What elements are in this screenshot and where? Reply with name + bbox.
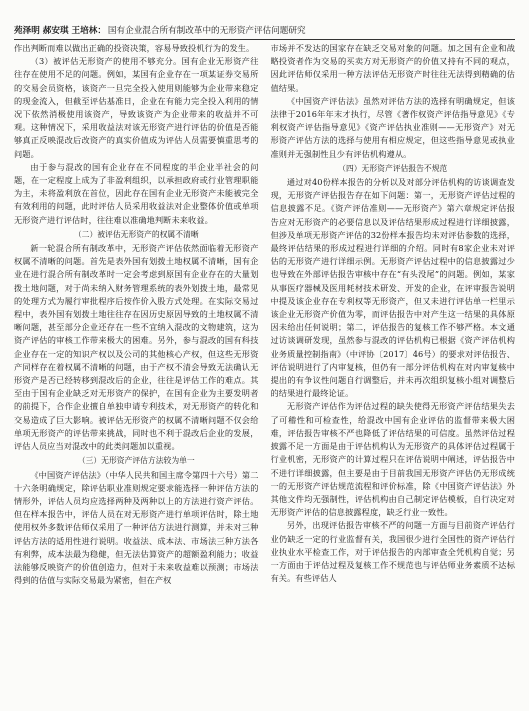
header-authors: 苑泽明 郝安琪 王培林： [14,25,106,36]
paragraph: 由于参与混改的国有企业存在不同程度的半企业半社会的问题，在一定程度上成为了非盈利组织，以承担政府或行业管理职能为主，未将盈利放在首位，因此存在国有企业无形资产未能被完全有效利用的问题，此时评估人员采用收益法对企业整体价值或单项无形资产进行评估时，往往难以准确地判断未来收益。 [14,161,259,225]
section-heading: （四）无形资产评估报告不规范 [338,163,448,173]
article-body [14,42,515,705]
paragraph: 新一轮混合所有制改革中，无形资产评估依然面临着无形资产权属不清晰的问题。首先是表外国有划拨土地权属不清晰，国有企业在进行混合所有制改革时一定会考虑到原国有企业存在的大量划拨土地问题，对于尚未纳入财务管理系统的表外划拨土地，最常见的处理方式为履行审批程序后按作价入股方式处理。在实际交易过程中，表外国有划拨土地往往存在因历史原因导致的土地权属不清晰问题，甚至部分企业还存在一些不宜纳入混改的文物建筑，这为资产评估的审核工作带来极大的困难。另外，参与混改的国有科技企业存在一定的知识产权以及公司的其他核心产权，但这些无形资产同样存在着权属不清晰的问题，由于产权不清会导致无法确认无形资产是否已经转移到混改后的企业，往往是评估工作的难点。其至由于国有企业缺乏对无形资产的保护，在国有企业为主要发明者的前提下，合作企业擅自单独申请专利技术，对无形资产的转化和交易造成了巨大影响。被评估无形资产的权属不清晰问题不仅会给单项无形资产的评估带来挑战，同时也不利于混改后企业的发展，评估人员应当对混改中的此类问题加以重视。 [14,243,259,452]
right-column [271,42,516,705]
section-heading: （三）无形资产评估方法较为单一 [77,456,195,466]
paragraph: 另外，出现评估报告审核不严的问题一方面与目前资产评估行业仍缺乏一定的行业监督有关，我国很少进行全国性的资产评估行业执业水平检查工作，对于评估报告的内部审查全凭机构自觉；另一方面由于评估过程及复核工作不规范也与评估师业务素质不达标有关。有些评估人 [270,520,515,584]
section-heading: （二）被评估无形资产的权属不清晰 [73,229,199,239]
paragraph: 《中国资产评估法》虽然对评估方法的选择有明确规定，但该法律于2016年年末才执行，尽管《著作权资产评估指导意见》《专利权资产评估指导意见》《资产评估执业准则——无形资产》对无形资产评估方法的选择与使用有相应规定，但这些指导意见或执业准则并无强制性且少有评估机构遵从。 [270,95,515,159]
paragraph: 市场并不发达的国家存在缺乏交易对象的问题。加之国有企业和战略投资者作为交易的买卖方对无形资产的价值又持有不同的观点，因此评估师仅采用一种方法评估无形资产时往往无法得到精确的估值结果。 [270,43,515,93]
paragraph: 通过对40份样本报告的分析以及对部分评估机构的访谈调查发现，无形资产评估报告存在如下问题：第一，无形资产评估过程的信息披露不足。《资产评估准则——无形资产》第六章规定评估报告应对无形资产的必要信息以及评估结果形成过程进行详细披露，但涉及单项无形资产评估的32份样本报告均未对评估参数的选择，最终评估结果的形成过程进行详细的介绍。同时有8家企业未对评估的无形资产进行详细示例。无形资产评估过程中的信息披露过少也导致在外部评估报告审核中存在“有头没尾”的问题。例如，某家从事医疗器械及医用耗材技术研发、开发的企业，在评审报告说明中提及该企业存在专利权等无形资产，但又未进行评估单一栏里示该企业无形资产价值为零，而评估报告中对产生这一结果的具体原因未给出任何说明；第二，评估报告的复核工作不够严格。本文通过访谈调研发现，虽然参与混改的评估机构已根据《资产评估机构业务质量控制指南》（中评协〔2017〕46号）的要求对评估报告、评估说明进行了内审复核，但仍有一部分评估机构在对内审复核中提出的有争议性问题自行调整后，并未再次组织复核小组对调整后的结果进行最终论证。 [270,177,515,399]
paragraph: 无形资产评估作为评估过程的缺失使得无形资产评估结果失去了可稽性和可检查性，给混改中国有企业评估的监督带来极大困难，评估报告审核不严也降低了评估结果的可信度。虽然评估过程披露不足一方面是由于评估机构认为无形资产的具体评估过程属于行业机密，无形资产的计算过程只在评估说明中阐述，评估报告中不进行详细披露，但主要是由于目前我国无形资产评估仍无形成统一的无形资产评估规范流程和评价标准，除《中国资产评估法》外其他文件均无强制性，评估机构由自己制定评估模板，自行决定对无形资产评估的信息披露程度，缺乏行业一致性。 [270,401,515,518]
paragraph: 作出判断而难以做出正确的投资决策，容易导致投机行为的发生。 [14,43,255,53]
paragraph: （3）被评估无形资产的使用不够充分。国有企业无形资产往往存在使用不足的问题。例如，某国有企业存在一项某证券交易所的交易会员资格，该资产一旦完全投入使用则能够为企业带来稳定的现金流入，但截至评估基准日，企业在有能力完全投入利用的情况下依然消极使用该资产，导致该资产为企业带来的收益并不可观。这种情况下，采用收益法对该无形资产进行评估的价值是否能够真正反映混改后改资产的真实价值成为评估人员需要慎重思考的问题。 [14,56,259,159]
paragraph: 《中国资产评估法》（中华人民共和国主席令第四十六号）第二十六条明确规定，除评估职业准则规定要求能选择一种评估方法的情形外，评估人员均应选择两种及两种以上的方法进行资产评估。但在样本报告中，评估人员在对无形资产进行单项评估时，除土地使用权外多数评估师仅采用了一种评估方法进行测算，并未对三种评估方法的适用性进行说明。收益法、成本法、市场法三种方法各有利弊，成本法最为稳健，但无法估算资产的超额盈利能力；收益法能够反映资产的价值创造力，但对于未来收益难以预测；市场法得到的估值与实际交易最为紧密，但在产权 [14,469,259,586]
running-header [14,6,515,40]
header-title: 国有企业混合所有制改革中的无形资产评估问题研究 [107,25,306,36]
left-column [14,42,259,705]
